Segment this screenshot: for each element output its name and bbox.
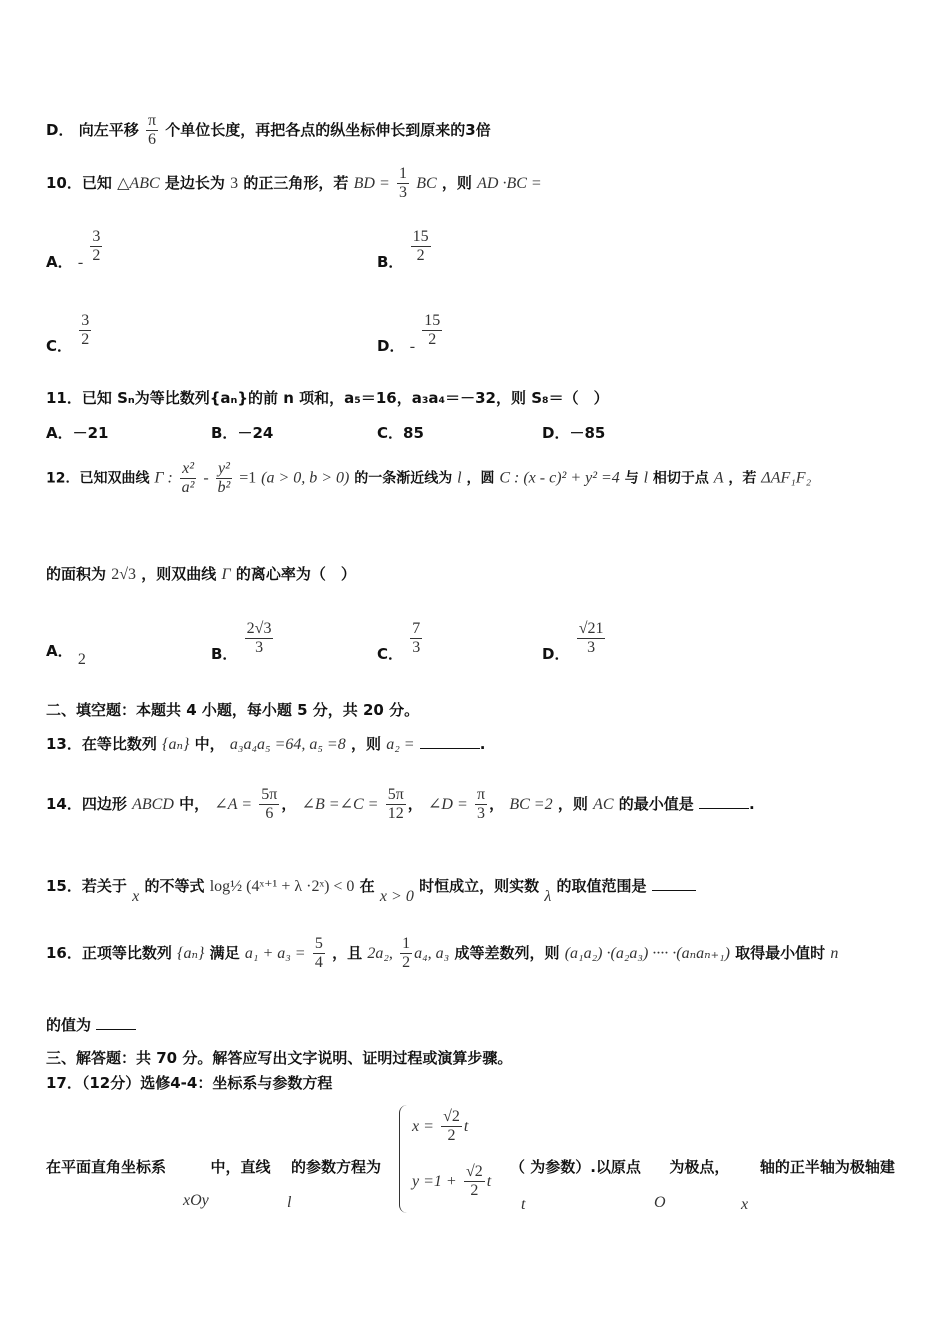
math-equals: =1 — [239, 469, 257, 487]
question-number: 10．已知 — [46, 174, 112, 192]
frac-num: 2√3 — [246, 620, 272, 637]
question-17-text-right — [510, 1156, 895, 1177]
frac-num: 3 — [81, 312, 90, 329]
question-text: 轴的正半轴为极轴建 — [759, 1158, 895, 1176]
question-text: 的参数方程为 — [290, 1158, 381, 1176]
question-13 — [46, 733, 486, 754]
q12-option-a[interactable] — [46, 640, 86, 668]
prev-option-d — [46, 112, 491, 149]
fraction — [441, 1108, 462, 1145]
frac-den: 3 — [477, 805, 486, 822]
frac-den: 6 — [147, 131, 156, 148]
fraction — [146, 112, 158, 149]
question-number: 13．在等比数列 — [46, 735, 157, 753]
option-value: 85 — [403, 424, 424, 442]
answer-blank[interactable] — [96, 1029, 136, 1030]
question-16-line2 — [46, 1014, 136, 1035]
math-ask: a₂ = — [386, 736, 415, 753]
fraction — [90, 228, 102, 265]
frac-den: b² — [217, 479, 231, 496]
fraction — [411, 228, 431, 265]
fraction — [180, 460, 197, 497]
option-label: D． — [542, 645, 570, 663]
q11-option-a[interactable] — [46, 422, 108, 443]
frac-num: 15 — [424, 312, 441, 329]
question-text: ，则双曲线 — [141, 565, 217, 583]
math-minus: - — [203, 469, 209, 487]
frac-num: y² — [217, 460, 230, 477]
math-x: x — [741, 1196, 749, 1213]
question-text: 为极点， — [669, 1158, 730, 1176]
frac-num: 5π — [261, 786, 278, 803]
q10-option-d[interactable] — [377, 312, 444, 355]
frac-num: π — [477, 786, 486, 803]
option-label: A． — [46, 424, 73, 442]
math-lambda: λ — [544, 888, 552, 905]
fraction — [422, 312, 442, 349]
math-sum: a₁ + a₃ = — [244, 945, 306, 962]
fraction — [386, 786, 406, 823]
param-eq-1 — [412, 1108, 468, 1145]
frac-den: 3 — [255, 639, 264, 656]
math-sequence: {aₙ} — [162, 736, 190, 753]
math-vector-bc: BC — [416, 175, 437, 192]
question-11 — [46, 387, 609, 408]
math-side: 3 — [230, 175, 239, 192]
frac-den: 12 — [387, 805, 404, 822]
question-text: 在平面直角坐标系 — [46, 1158, 167, 1176]
frac-den: 2 — [470, 1182, 479, 1199]
math-product: (a₁a₂) ·(a₂a₃) ···· ·(aₙaₙ₊₁) — [564, 945, 730, 962]
math-eq: y =1 + — [412, 1173, 457, 1190]
math-xoy: xOy — [183, 1192, 209, 1209]
option-value: －24 — [237, 424, 274, 442]
option-text: 个单位长度，再把各点的纵坐标伸长到原来的3倍 — [165, 121, 491, 139]
option-label: B． — [211, 424, 238, 442]
question-text: ，且 — [332, 944, 363, 962]
math-l: l — [287, 1194, 292, 1211]
option-value: 2 — [77, 651, 86, 668]
option-sign: - — [409, 338, 416, 355]
frac-num: x² — [182, 460, 195, 477]
question-text: 取得最小值时 — [735, 944, 826, 962]
question-10 — [46, 165, 542, 202]
math-triangle: △ABC — [117, 175, 160, 192]
fraction — [216, 460, 233, 497]
q10-option-a[interactable] — [46, 228, 104, 271]
math-angle-d: ∠D = — [428, 796, 468, 813]
option-text: 向左平移 — [78, 121, 139, 139]
math-expression: AD ·BC = — [477, 175, 542, 192]
question-text: 的不等式 — [144, 877, 205, 895]
q12-option-c[interactable] — [377, 620, 424, 663]
math-ac: AC — [593, 796, 614, 813]
question-16 — [46, 935, 838, 972]
math-sequence: {aₙ} — [177, 945, 205, 962]
question-text: （ 为参数）.以原点 — [510, 1158, 641, 1176]
question-text: ，则 — [350, 735, 381, 753]
section-3-title: 三、解答题：共 70 分。解答应写出文字说明、证明过程或演算步骤。 — [46, 1049, 513, 1067]
frac-den: 2 — [402, 954, 411, 971]
math-gamma: Γ — [221, 566, 231, 583]
frac-den: 2 — [428, 331, 437, 348]
frac-num: 5 — [314, 935, 323, 952]
math-point-a: A — [713, 469, 724, 487]
q10-option-b[interactable] — [377, 228, 433, 271]
question-text: 中， — [194, 735, 225, 753]
question-text: 相切于点 — [652, 470, 709, 487]
question-text: 在 — [359, 877, 375, 895]
frac-den: 6 — [265, 805, 274, 822]
math-t: t — [486, 1173, 492, 1190]
question-text: 的一条渐近线为 — [354, 470, 453, 487]
answer-blank[interactable] — [652, 890, 696, 891]
q12-option-d[interactable] — [542, 620, 607, 663]
fraction — [245, 620, 274, 657]
frac-den: a² — [181, 479, 195, 496]
math-terms: 2a₂, — [367, 945, 393, 962]
math-l: l — [643, 469, 649, 487]
question-text: 的正三角形，若 — [243, 174, 349, 192]
question-text: 与 — [624, 470, 639, 487]
question-12 — [46, 460, 811, 497]
option-label: A． — [46, 253, 73, 271]
question-14: 14．四边形 ABCD 中， ∠A = $\frac{5\pi}{6}$ ， ∠B =∠C = $\frac{5\pi}{12}$ ， ∠D = $\frac{\pi}{3}$ ， BC =2 ，则 AC 的最小值是 . — [46, 786, 755, 822]
frac-num: √2 — [443, 1108, 460, 1125]
question-text: 满足 — [209, 944, 240, 962]
math-t: t — [521, 1196, 526, 1213]
question-17-text — [46, 1156, 381, 1177]
math-eq: x = — [412, 1118, 434, 1135]
math-angle-a: ∠A = — [214, 796, 253, 813]
math-x: x — [132, 888, 140, 905]
param-eq-2 — [412, 1163, 491, 1200]
option-value: －21 — [72, 424, 109, 442]
option-label: B． — [377, 253, 404, 271]
question-text: 的最小值是 — [618, 795, 694, 813]
frac-den: 2 — [447, 1127, 456, 1144]
question-text: 中， — [179, 795, 210, 813]
math-n: n — [830, 945, 839, 962]
math-triangle: ΔAF₁F₂ — [761, 469, 812, 487]
math-bc: BC =2 — [509, 796, 553, 813]
frac-den: 4 — [314, 954, 323, 971]
option-value: －85 — [569, 424, 606, 442]
question-text: . — [749, 795, 755, 813]
fraction — [577, 620, 606, 657]
question-text: 的面积为 — [46, 565, 107, 583]
option-sign: - — [77, 254, 84, 271]
question-text: 成等差数列，则 — [454, 944, 560, 962]
option-label: C． — [46, 337, 73, 355]
math-quad: ABCD — [132, 796, 174, 813]
math-condition: (a > 0, b > 0) — [261, 469, 350, 487]
fraction — [397, 165, 409, 202]
question-number: 16．正项等比数列 — [46, 944, 172, 962]
math-gamma: Γ : — [154, 469, 173, 487]
question-text: . — [479, 735, 486, 753]
answer-blank[interactable] — [420, 748, 480, 749]
q11-option-c[interactable] — [377, 422, 424, 443]
question-number: 14．四边形 — [46, 795, 127, 813]
frac-num: π — [147, 112, 157, 129]
math-vector-bd: BD = — [353, 175, 390, 192]
frac-num: 1 — [402, 935, 411, 952]
math-condition: x > 0 — [379, 888, 414, 905]
question-text: 11．已知 Sₙ为等比数列{aₙ}的前 n 项和，a₅＝16，a₃a₄＝－32，则 S₈＝（ ） — [46, 389, 609, 407]
option-label: C． — [377, 645, 404, 663]
frac-num: 5π — [387, 786, 404, 803]
math-terms: a₄, a₃ — [414, 945, 450, 962]
fraction — [464, 1163, 485, 1200]
math-t: t — [463, 1118, 469, 1135]
option-label: B． — [211, 645, 238, 663]
question-text: ，若 — [728, 470, 757, 487]
q12-option-b[interactable] — [211, 620, 275, 663]
frac-den: 2 — [92, 247, 101, 264]
question-12-line2 — [46, 563, 356, 584]
frac-num: 1 — [398, 165, 407, 182]
question-15 — [46, 875, 696, 905]
system-brace — [399, 1105, 410, 1213]
math-circle: C : (x - c)² + y² =4 — [499, 469, 620, 487]
question-17-header: 17．（12分）选修4-4：坐标系与参数方程 — [46, 1074, 333, 1092]
option-label: C． — [377, 424, 404, 442]
fraction — [313, 935, 325, 972]
math-condition: a₃a₄a₅ =64, a₅ =8 — [229, 736, 346, 753]
question-text: 的值为 — [46, 1016, 92, 1034]
q11-option-d[interactable] — [542, 422, 605, 443]
question-text: ，则 — [441, 174, 472, 192]
answer-blank[interactable] — [699, 808, 749, 809]
question-text: 中，直线 — [210, 1158, 271, 1176]
question-text: ，圆 — [466, 470, 495, 487]
frac-num: 7 — [412, 620, 421, 637]
question-text: ，则 — [557, 795, 588, 813]
option-label: A． — [46, 642, 73, 660]
math-angle-bc: ∠B =∠C = — [301, 796, 379, 813]
math-area: 2√3 — [111, 566, 137, 583]
fraction — [259, 786, 279, 823]
frac-den: 3 — [398, 184, 407, 201]
option-label: D． — [542, 424, 570, 442]
math-origin: O — [654, 1194, 666, 1211]
fraction — [475, 786, 487, 823]
question-text: 的离心率为（ ） — [235, 565, 356, 583]
question-text: 的取值范围是 — [556, 877, 647, 895]
question-number: 12．已知双曲线 — [46, 470, 150, 487]
fraction — [410, 620, 422, 657]
option-label: D． — [377, 337, 405, 355]
q10-option-c[interactable] — [46, 312, 93, 355]
question-number: 15．若关于 — [46, 877, 127, 895]
frac-den: 2 — [416, 247, 425, 264]
math-inequality: log½ (4ˣ⁺¹ + λ ·2ˣ) < 0 — [209, 878, 355, 895]
frac-den: 3 — [587, 639, 596, 656]
math-l: l — [457, 469, 462, 487]
option-label: D． — [46, 121, 74, 139]
question-text: 时恒成立，则实数 — [419, 877, 540, 895]
frac-den: 3 — [412, 639, 421, 656]
q11-option-b[interactable] — [211, 422, 273, 443]
fraction — [400, 935, 412, 972]
frac-num: 3 — [92, 228, 101, 245]
frac-num: 15 — [412, 228, 429, 245]
question-text: 是边长为 — [164, 174, 225, 192]
frac-num: √21 — [578, 620, 604, 637]
frac-num: √2 — [465, 1163, 483, 1180]
fraction — [79, 312, 91, 349]
section-2-title: 二、填空题：本题共 4 小题，每小题 5 分，共 20 分。 — [46, 701, 420, 719]
frac-den: 2 — [81, 331, 90, 348]
